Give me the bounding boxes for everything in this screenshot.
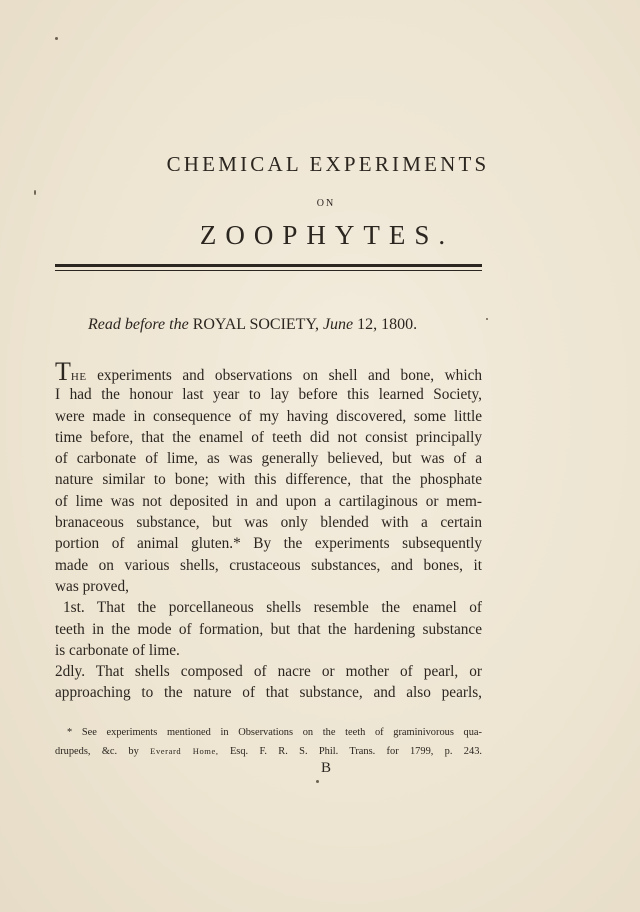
footnote-text: drupeds, &c. by [55,746,139,757]
body-line-text: experiments and observations on shell and bone, which [97,367,483,384]
paper-speck [316,780,319,783]
body-line: of lime was not deposited in and upon a cartilaginous or mem- [55,492,482,510]
body-line: portion of animal gluten.* By the experiments subsequently [55,535,482,553]
drop-cap: T [55,357,71,386]
signature-mark: B [320,760,331,776]
paper-speck [486,318,488,320]
footnote [55,724,482,760]
footnote-line [55,742,482,760]
title-rule-thin [55,270,482,271]
title-line-1: CHEMICAL EXPERIMENTS [166,152,490,176]
read-before-line [88,316,417,334]
body-line: made on various shells, crustaceous substances, and bones, it [55,556,482,574]
body-line: approaching to the nature of that substance, and also pearls, [55,684,482,702]
paper-speck [55,37,58,40]
title-on: ON [316,198,336,209]
body-line: I had the honour last year to lay before this learned Society, [55,386,482,404]
body-line: of carbonate of lime, as was generally believed, but was of a [55,450,482,468]
body-line: teeth in the mode of formation, but that the hardening substance [55,620,482,638]
body-line: nature similar to bone; with this difference, that the phosphate [55,471,482,489]
footnote-author: Everard Home, [150,746,219,756]
title-rule-thick [55,264,482,267]
body-text [55,357,483,704]
footnote-line: * See experiments mentioned in Observations on the teeth of graminivorous qua- [67,727,482,738]
body-line: 2dly. That shells composed of nacre or mother of pearl, or [55,663,482,681]
body-line [55,357,483,386]
paper-speck [34,190,36,195]
read-before-society: ROYAL SOCIETY, [192,316,319,333]
read-before-date: 12, 1800. [357,316,418,333]
body-line: branaceous substance, but was only blended with a certain [55,514,482,532]
read-before-month: June [322,316,354,333]
body-line: is carbonate of lime. [55,641,180,659]
body-line: were made in consequence of my having discovered, some little [55,407,482,425]
footnote-text: Esq. F. R. S. Phil. Trans. for 1799, p. 243. [229,746,482,757]
title-line-2: ZOOPHYTES. [199,220,455,250]
body-line: time before, that the enamel of teeth did not consist principally [55,428,482,446]
read-before-prefix: Read before the [88,316,189,333]
body-line: 1st. That the porcellaneous shells resemble the enamel of [63,599,482,617]
body-line: was proved, [55,577,129,595]
drop-cap-rest: HE [70,371,87,383]
